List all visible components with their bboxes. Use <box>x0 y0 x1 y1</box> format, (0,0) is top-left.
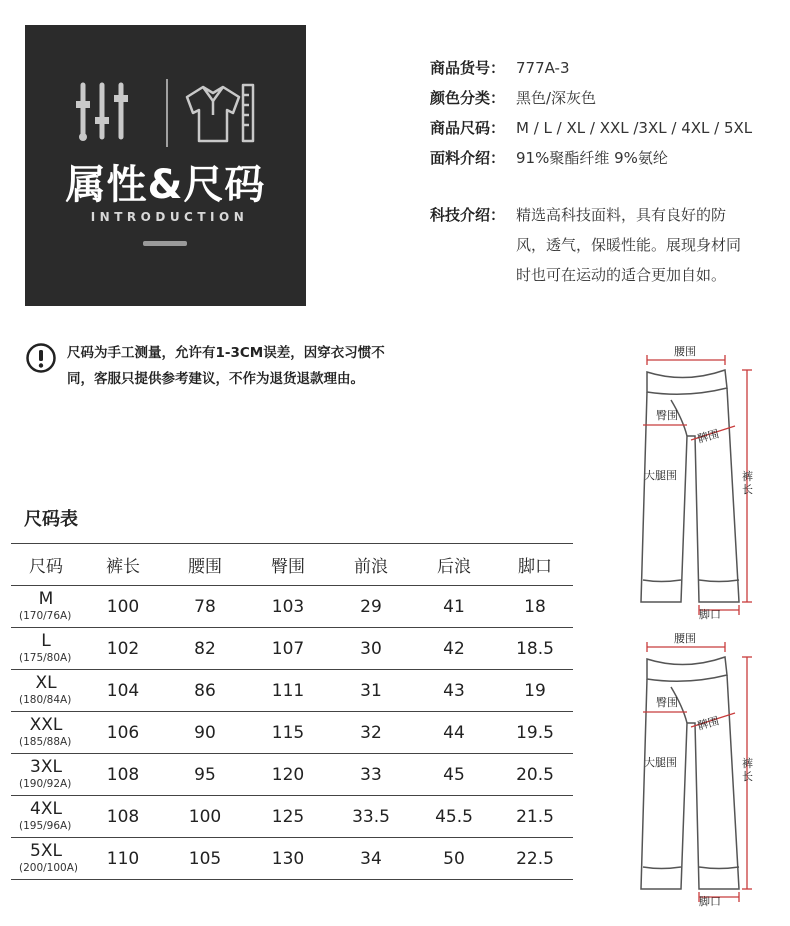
product-attributes <box>430 55 780 175</box>
size-spec: (170/76A) <box>19 609 72 622</box>
attr-value: 777A-3 <box>516 59 570 77</box>
size-label: XL <box>35 672 57 693</box>
size-cell <box>11 754 81 796</box>
table-row <box>11 712 573 754</box>
attr-technology <box>430 200 780 290</box>
table-row <box>11 586 573 628</box>
label-length: 裤长 <box>742 757 753 783</box>
table-cell: 50 <box>411 838 497 880</box>
pants-outline <box>641 657 739 889</box>
size-spec: (175/80A) <box>19 651 72 664</box>
size-cell <box>11 838 81 880</box>
table-cell: 45 <box>411 754 497 796</box>
attr-label: 商品货号： <box>430 59 506 77</box>
column-header: 后浪 <box>411 544 497 586</box>
table-cell: 42 <box>411 628 497 670</box>
attr-fabric <box>430 145 780 175</box>
table-cell: 44 <box>411 712 497 754</box>
table-cell: 106 <box>81 712 165 754</box>
table-cell: 21.5 <box>497 796 573 838</box>
label-waist: 腰围 <box>674 632 696 645</box>
label-hip: 臀围 <box>656 696 678 709</box>
size-cell <box>11 628 81 670</box>
label-crotch: 髀围 <box>695 427 721 446</box>
size-spec: (190/92A) <box>19 777 72 790</box>
table-cell: 33 <box>331 754 411 796</box>
table-cell: 90 <box>165 712 245 754</box>
column-header: 尺码 <box>11 544 81 586</box>
table-cell: 32 <box>331 712 411 754</box>
table-cell: 22.5 <box>497 838 573 880</box>
table-cell: 41 <box>411 586 497 628</box>
size-cell <box>11 796 81 838</box>
table-cell: 103 <box>245 586 331 628</box>
label-thigh: 大腿围 <box>644 469 677 482</box>
pants-outline <box>641 370 739 602</box>
table-row <box>11 754 573 796</box>
table-cell: 110 <box>81 838 165 880</box>
table-cell: 86 <box>165 670 245 712</box>
table-cell: 105 <box>165 838 245 880</box>
size-spec: (200/100A) <box>19 861 78 874</box>
label-hip: 臀围 <box>656 409 678 422</box>
table-row <box>11 628 573 670</box>
table-cell: 102 <box>81 628 165 670</box>
size-label: 4XL <box>30 798 62 819</box>
size-label: 3XL <box>30 756 62 777</box>
table-cell: 31 <box>331 670 411 712</box>
size-table-body <box>11 586 573 880</box>
table-cell: 108 <box>81 796 165 838</box>
label-hem: 脚口 <box>699 608 721 621</box>
table-cell: 18 <box>497 586 573 628</box>
size-spec: (180/84A) <box>19 693 72 706</box>
column-header: 脚口 <box>497 544 573 586</box>
column-header: 臀围 <box>245 544 331 586</box>
size-cell <box>11 670 81 712</box>
table-row <box>11 796 573 838</box>
table-row <box>11 670 573 712</box>
table-cell: 30 <box>331 628 411 670</box>
column-header: 前浪 <box>331 544 411 586</box>
table-cell: 45.5 <box>411 796 497 838</box>
tech-value: 精选高科技面料，具有良好的防风，透气，保暖性能。展现身材同时也可在运动的适合更加自如。 <box>516 206 742 284</box>
size-label: M <box>38 588 54 609</box>
table-cell: 108 <box>81 754 165 796</box>
size-label: L <box>41 630 51 651</box>
table-cell: 33.5 <box>331 796 411 838</box>
column-header: 裤长 <box>81 544 165 586</box>
table-cell: 34 <box>331 838 411 880</box>
size-table-title: 尺码表 <box>24 509 78 530</box>
size-cell <box>11 586 81 628</box>
label-waist: 腰围 <box>674 345 696 358</box>
notice-text: 尺码为手工测量，允许有1-3CM误差，因穿衣习惯不同，客服只提供参考建议，不作为退货退款理由。 <box>67 345 385 387</box>
size-label: XXL <box>29 714 63 735</box>
attr-value: M / L / XL / XXL /3XL / 4XL / 5XL <box>516 119 753 137</box>
attr-item-number <box>430 55 780 85</box>
table-cell: 78 <box>165 586 245 628</box>
table-cell: 115 <box>245 712 331 754</box>
banner-accent-bar <box>143 241 187 246</box>
attr-label: 商品尺码： <box>430 119 506 137</box>
size-spec: (195/96A) <box>19 819 72 832</box>
table-cell: 111 <box>245 670 331 712</box>
attr-sizes <box>430 115 780 145</box>
table-cell: 18.5 <box>497 628 573 670</box>
table-cell: 29 <box>331 586 411 628</box>
table-cell: 100 <box>81 586 165 628</box>
size-cell <box>11 712 81 754</box>
attr-label: 面料介绍： <box>430 149 506 167</box>
attr-value: 91%聚酯纤维 9%氨纶 <box>516 149 668 167</box>
banner-subtitle: INTRODUCTION <box>90 210 249 224</box>
exclamation-circle-icon <box>25 342 57 374</box>
label-crotch: 髀围 <box>695 714 721 733</box>
size-spec: (185/88A) <box>19 735 72 748</box>
table-cell: 20.5 <box>497 754 573 796</box>
sliders-icon <box>76 85 128 137</box>
column-header: 腰围 <box>165 544 245 586</box>
table-cell: 104 <box>81 670 165 712</box>
size-label: 5XL <box>30 840 62 861</box>
table-cell: 107 <box>245 628 331 670</box>
label-thigh: 大腿围 <box>644 756 677 769</box>
tech-label: 科技介绍： <box>430 206 506 224</box>
attr-label: 颜色分类： <box>430 89 506 107</box>
intro-banner <box>25 25 306 306</box>
attr-value: 黑色/深灰色 <box>516 89 597 107</box>
label-length: 裤长 <box>742 470 753 496</box>
table-cell: 43 <box>411 670 497 712</box>
table-header-row <box>11 544 573 586</box>
table-cell: 82 <box>165 628 245 670</box>
size-table <box>11 543 573 880</box>
measurement-notice <box>25 340 397 392</box>
label-hem: 脚口 <box>699 895 721 908</box>
attr-color <box>430 85 780 115</box>
table-cell: 100 <box>165 796 245 838</box>
table-cell: 19 <box>497 670 573 712</box>
table-cell: 95 <box>165 754 245 796</box>
table-row <box>11 838 573 880</box>
shirt-icon <box>187 85 253 141</box>
banner-title: 属性&尺码 <box>65 162 266 208</box>
table-cell: 130 <box>245 838 331 880</box>
table-cell: 19.5 <box>497 712 573 754</box>
table-cell: 125 <box>245 796 331 838</box>
table-cell: 120 <box>245 754 331 796</box>
